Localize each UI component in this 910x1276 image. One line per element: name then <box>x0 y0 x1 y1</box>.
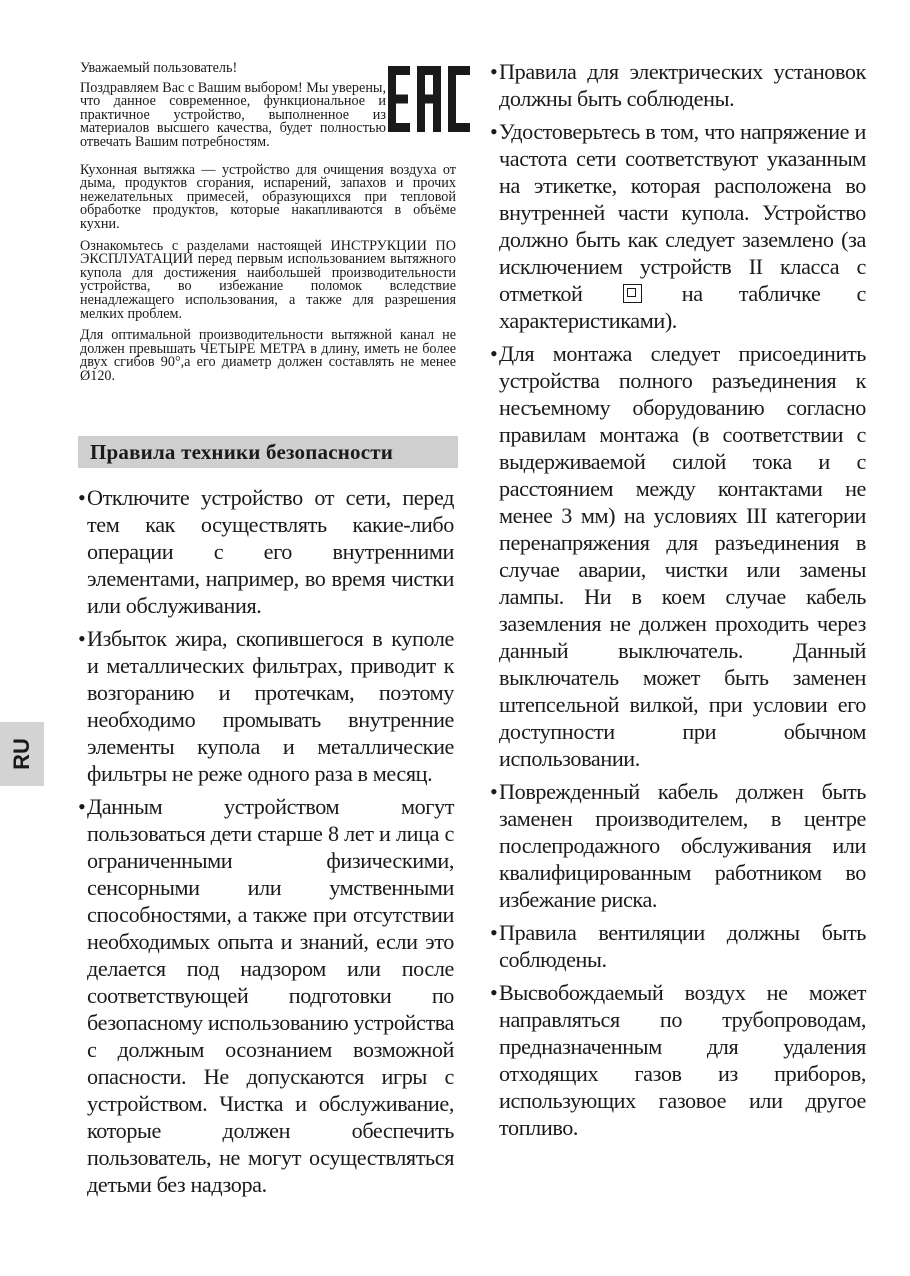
item-text: Для монтажа следует присоединить устройства полного разъединения к несъемному оборудованию согласно правилам монтажа (в соответствии с выдерживаемой силой тока и с расстоянием между контактами не менее 3 мм) на условиях III категории перенапряжения для разъединения в случае аварии, чистки или замены лампы. Ни в коем случае кабель заземления не должен проходить через данный выключатель. Данный выключатель может быть заменен штепсельной вилкой, при условии его доступности при обычном использовании. <box>499 341 866 771</box>
item-text: Отключите устройство от сети, перед тем как осуществлять какие-либо операции с его внутренними элементами, например, во время чистки или обслуживания. <box>87 485 454 618</box>
item-text: Правила вентиляции должны быть соблюдены. <box>499 920 866 972</box>
bullet: • <box>490 341 498 366</box>
item-text-continued: на табличке с характеристиками). <box>499 281 866 333</box>
read-instructions-paragraph: Ознакомьтесь с разделами настоящей ИНСТРУКЦИИ ПО ЭКСПЛУАТАЦИИ перед первым использованием вытяжного купола для достижения наибольшей производительности устройства, во избежание поломок вследствие ненадлежащего использования, а также для разрешения мелких проблем. <box>80 237 456 322</box>
item-text: Правила для электрических установок должны быть соблюдены. <box>499 59 866 111</box>
bullet: • <box>78 485 86 510</box>
congratulations-paragraph: Поздравляем Вас с Вашим выбором! Мы уверены, что данное современное, функциональное и практичное устройство, выполненное из материалов высшего качества, будет полностью отвечать Вашим потребностям. <box>80 79 386 150</box>
item-text: Удостоверьтесь в том, что напряжение и частота сети соответствуют указанным на этикетке, которая расположена во внутренней части купола. Устройство должно быть как следует заземлено (за исключением устройств II класса с отметкой <box>499 119 866 306</box>
bullet: • <box>78 626 86 651</box>
bullet: • <box>78 794 86 819</box>
list-item <box>490 118 866 334</box>
hood-description-paragraph: Кухонная вытяжка — устройство для очищения воздуха от дыма, продуктов сгорания, испарений, запахов и прочих нежелательных примесей, образующихся при тепловой обработке продуктов, которые накапливаются в объёме кухни. <box>80 161 456 232</box>
greeting: Уважаемый пользователь! <box>80 60 238 76</box>
item-text: Избыток жира, скопившегося в куполе и металлических фильтрах, приводит к возгоранию и протечкам, поэтому необходимо промывать внутренние элементы купола и металлические фильтры не реже одного раза в месяц. <box>87 626 454 786</box>
bullet: • <box>490 119 498 144</box>
list-item <box>78 793 454 1198</box>
list-item <box>78 484 454 619</box>
list-item <box>490 340 866 772</box>
intro-block <box>80 62 456 391</box>
list-item <box>490 919 866 973</box>
bullet: • <box>490 779 498 804</box>
safety-list-left <box>78 484 454 1204</box>
language-label: RU <box>9 738 34 770</box>
duct-requirements-paragraph: Для оптимальной производительности вытяжной канал не должен превышать ЧЕТЫРЕ МЕТРА в длину, иметь не более двух сгибов 90°,а его диаметр должен составлять не менее Ø120. <box>80 327 456 384</box>
bullet: • <box>490 920 498 945</box>
bullet: • <box>490 59 498 84</box>
item-text: Поврежденный кабель должен быть заменен производителем, в центре послепродажного обслуживания или квалифицированным работником во избежание риска. <box>499 779 866 912</box>
class-ii-double-insulation-icon <box>623 284 642 303</box>
language-tab <box>0 722 44 786</box>
list-item <box>490 58 866 112</box>
item-text: Данным устройством могут пользоваться дети старше 8 лет и лица с ограниченными физическими, сенсорными или умственными способностями, а также при отсутствии необходимых опыта и знаний, если это делается под надзором или после соответствующей подготовки по безопасному использованию устройства с должным осознанием возможной опасности. Не допускаются игры с устройством. Чистка и обслуживание, которые должен обеспечить пользователь, не могут осуществляться детьми без надзора. <box>87 794 455 1197</box>
safety-list-right <box>490 58 866 1147</box>
safety-section-title: Правила техники безопасности <box>78 436 458 468</box>
item-text: Высвобождаемый воздух не может направляться по трубопроводам, предназначенным для удаления отходящих газов из приборов, использующих газовое или другое топливо. <box>499 980 866 1140</box>
list-item <box>490 778 866 913</box>
bullet: • <box>490 980 498 1005</box>
list-item <box>78 625 454 787</box>
list-item <box>490 979 866 1141</box>
